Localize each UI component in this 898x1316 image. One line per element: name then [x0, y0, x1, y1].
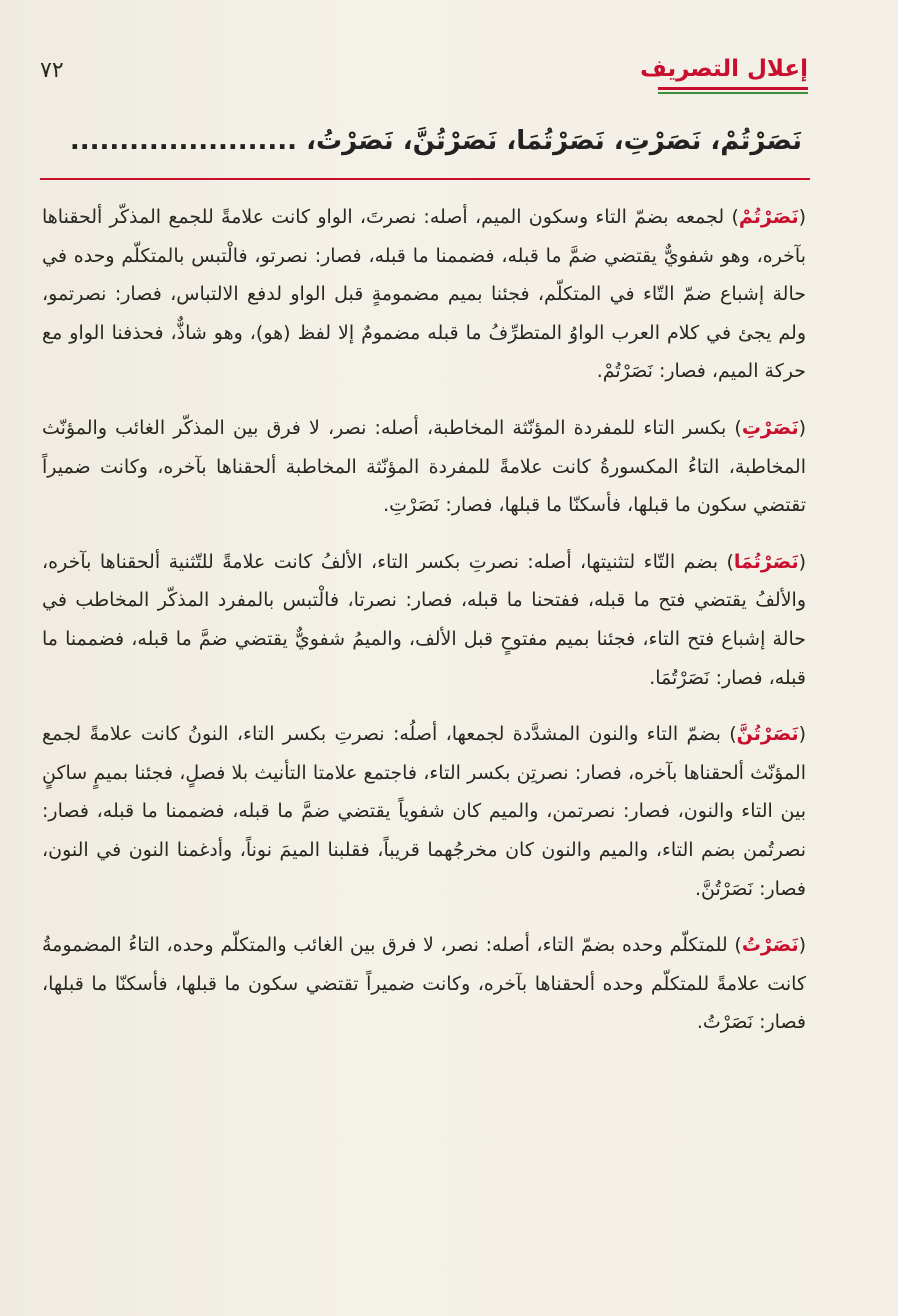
paragraph-5: (نَصَرْتُ) للمتكلّم وحده بضمّ التاء، أصله: نصر، لا فرق بين الغائب والمتكلّم وحده، التاءُ المضمومةُ كانت علامةً للمتكلّم وحده ألحقناها بآخره، وكانت ضميراً تقتضي سكون ما قبلها، فأسكنّا ما قبلها، فصار: نَصَرْتُ.: [42, 934, 807, 1034]
paragraph-2: (نَصَرْتِ) بكسر التاء للمفردة المؤنّثة المخاطبة، أصله: نصر، لا فرق بين المذكّر الغائب والمؤنّث المخاطبة، التاءُ المكسورةُ كانت علامةً للمفردة المؤنّثة المخاطبة ألحقناها بآخره، وكانت ضميراً تقتضي سكون ما قبلها، فأسكنّا ما قبلها، فصار: نَصَرْتِ.: [42, 416, 807, 517]
paragraph-4: (نَصَرْتُنَّ) بضمّ التاء والنون المشدَّدة لجمعها، أصلُه: نصرتِ بكسر التاء، النونُ كانت علامةً لجمع المؤنّث ألحقناها بآخره، فصار: نصرتِن بكسر التاء، فاجتمع علامتا التأنيث بلا فصلٍ، فجئنا بميمٍ ساكنٍ بين التاء والنون، فصار: نصرتمن، والميم كان شفوياً يقتضي ضمَّ ما قبله، فضممنا ما قبله، فصار: نصرتُمن بضم التاء، والميم والنون كان مخرجُهما قريباً، فقلبنا الميمَ نوناً، وأدغمنا النون في النون، فصار: نَصَرْتُنَّ.: [42, 723, 807, 900]
title-underline-green: [658, 92, 808, 94]
paragraph-1-text: لجمعه بضمّ التاء وسكون الميم، أصله: نصرتَ، الواو كانت علامةً للجمع المذكّر ألحقناها بآخره، وهو شفويٌّ يقتضي ضمَّ ما قبله، فضممنا ما قبله، فصار: نصرتو، فالْتبس بالمتكلّم وحده في حالة إشباع ضمّ التّاء في المتكلّم، فجئنا بميم مضمومةٍ قبل الواو لدفع الالتباس، فصار: نصرتمو، ولم يجئ في كلام العرب الواوُ المتطرِّفُ ما قبله مضمومٌ إلا لفظ (هو)، وهو شاذٌّ، فحذفنا الواو مع حركة الميم، فصار: نَصَرْتُمْ.: [42, 206, 806, 383]
title-underline-red: [658, 87, 808, 90]
page-header: [40, 54, 808, 98]
commentary-body: [42, 198, 806, 1060]
verse-rule: [40, 178, 810, 180]
paragraph-5-text: للمتكلّم وحده بضمّ التاء، أصله: نصر، لا فرق بين الغائب والمتكلّم وحده، التاءُ المضمومةُ كانت علامةً للمتكلّم وحده ألحقناها بآخره، وكانت ضميراً تقتضي سكون ما قبلها، فأسكنّا ما قبلها، فصار: نَصَرْتُ.: [42, 934, 806, 1034]
term-nasarti: نَصَرْتِ: [741, 416, 799, 439]
paragraph-3: (نَصَرْتُمَا) بضم التّاء لتثنيتها، أصله: نصرتِ بكسر التاء، الألفُ كانت علامةً للتّثنية ألحقناها بآخره، والألفُ يقتضي فتح ما قبله، ففتحنا ما قبله، فصار: نصرتا، فالْتبس بالمفرد المذكّر المخاطب في حالة إشباع فتح التاء، فجئنا بميم مفتوحٍ قبل الألف، والميمُ شفويٌّ يقتضي ضمَّ ما قبله، فضممنا ما قبله، فصار: نَصَرْتُمَا.: [42, 550, 806, 689]
paragraph-2-text: بكسر التاء للمفردة المؤنّثة المخاطبة، أصله: نصر، لا فرق بين المذكّر الغائب والمؤنّث المخاطبة، التاءُ المكسورةُ كانت علامةً للمفردة المؤنّثة المخاطبة ألحقناها بآخره، وكانت ضميراً تقتضي سكون ما قبلها، فأسكنّا ما قبلها، فصار: نَصَرْتِ.: [42, 416, 806, 517]
paragraph-3-text: بضم التّاء لتثنيتها، أصله: نصرتِ بكسر التاء، الألفُ كانت علامةً للتّثنية ألحقناها بآخره، والألفُ يقتضي فتح ما قبله، ففتحنا ما قبله، فصار: نصرتا، فالْتبس بالمفرد المذكّر المخاطب في حالة إشباع فتح التاء، فجئنا بميم مفتوحٍ قبل الألف، والميمُ شفويٌّ يقتضي ضمَّ ما قبله، فضممنا ما قبله، فصار: نَصَرْتُمَا.: [42, 550, 806, 689]
verse-line: نَصَرْتُمْ، نَصَرْتِ، نَصَرْتُمَا، نَصَرْتُنَّ، نَصَرْتُ، .......................: [69, 126, 802, 156]
page-number: ٧٢: [40, 58, 64, 83]
term-nasartunna: نَصَرْتُنَّ: [736, 723, 799, 746]
paragraph-1: (نَصَرْتُمْ) لجمعه بضمّ التاء وسكون الميم، أصله: نصرتَ، الواو كانت علامةً للجمع المذكّر ألحقناها بآخره، وهو شفويٌّ يقتضي ضمَّ ما قبله، فضممنا ما قبله، فصار: نصرتو، فالْتبس بالمتكلّم وحده في حالة إشباع ضمّ التّاء في المتكلّم، فجئنا بميم مضمومةٍ قبل الواو لدفع الالتباس، فصار: نصرتمو، ولم يجئ في كلام العرب الواوُ المتطرِّفُ ما قبله مضمومٌ إلا لفظ (هو)، وهو شاذٌّ، فحذفنا الواو مع حركة الميم، فصار: نَصَرْتُمْ.: [42, 206, 807, 383]
running-title: إعلال التصريف: [640, 56, 808, 82]
term-nasartum: نَصَرْتُمْ: [738, 206, 799, 228]
paragraph-4-text: بضمّ التاء والنون المشدَّدة لجمعها، أصلُه: نصرتِ بكسر التاء، النونُ كانت علامةً لجمع المؤنّث ألحقناها بآخره، فصار: نصرتِن بكسر التاء، فاجتمع علامتا التأنيث بلا فصلٍ، فجئنا بميمٍ ساكنٍ بين التاء والنون، فصار: نصرتمن، والميم كان شفوياً يقتضي ضمَّ ما قبله، فضممنا ما قبله، فصار: نصرتُمن بضم التاء، والميم والنون كان مخرجُهما قريباً، فقلبنا الميمَ نوناً، وأدغمنا النون في النون، فصار: نَصَرْتُنَّ.: [42, 723, 806, 900]
term-nasartu: نَصَرْتُ: [741, 934, 799, 957]
term-nasartuma: نَصَرْتُمَا: [733, 550, 799, 573]
